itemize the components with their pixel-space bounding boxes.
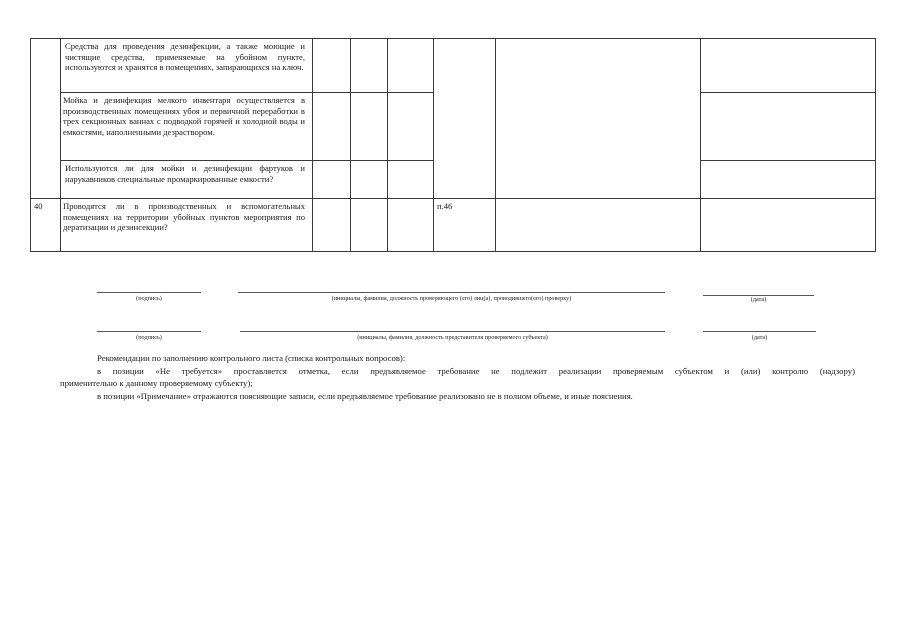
row-divider: [60, 160, 434, 161]
row-divider: [700, 92, 875, 93]
recommendation-item-continuation: применительно к данному проверяемому субъекту);: [60, 378, 253, 388]
row-reference: п.46: [437, 201, 453, 211]
date-caption: (дата): [750, 296, 767, 303]
checklist-table: [0, 0, 905, 260]
table-row-question: Средства для проведения дезинфекции, а также моющие и чистящие средства, применяемые на убойном пункте, используются и хранятся в помещениях, запирающихся на ключ.: [65, 41, 305, 73]
table-row-question: Используются ли для мойки и дезинфекции фартуков и нарукавников специальные промаркированные емкости?: [65, 163, 305, 184]
date-line: [703, 331, 816, 332]
col-divider: [700, 38, 701, 252]
col-divider: [875, 38, 876, 252]
row-divider: [30, 198, 875, 199]
col-divider: [495, 38, 496, 252]
col-divider: [60, 38, 61, 252]
name-caption: (инициалы, фамилия, должность проверяющего (его) лиц(а), проводившего(его) проверку): [331, 295, 572, 302]
row-divider: [60, 92, 434, 93]
row-number: 40: [34, 201, 43, 211]
name-line: [238, 292, 665, 293]
col-divider: [350, 38, 351, 252]
recommendation-item: в позиции «Примечание» отражаются поясняющие записи, если предъявляемое требование реализовано не в полном объеме, и иные пояснения.: [97, 391, 633, 401]
table-row-question: Проводятся ли в производственных и вспомогательных помещениях на территории убойных пунктов мероприятия по дератизации и дезинсекции?: [63, 201, 305, 233]
recommendations-title: Рекомендации по заполнению контрольного листа (списка контрольных вопросов):: [97, 353, 406, 363]
signature-caption: (подпись): [136, 295, 162, 302]
date-caption: (дата): [751, 334, 768, 341]
table-border-bottom: [30, 251, 875, 252]
recommendation-item: в позиции «Не требуется» проставляется отметка, если предъявляемое требование не подлежит реализации проверяемым субъектом и (или) контролю (надзору): [97, 366, 855, 376]
col-divider: [387, 38, 388, 252]
name-line: [240, 331, 665, 332]
signature-caption: (подпись): [136, 334, 162, 341]
col-divider: [433, 38, 434, 252]
table-row-question: Мойка и дезинфекция мелкого инвентаря осуществляется в производственных помещениях убоя и первичной переработки в трех секционных ваннах с подводкой горячей и холодной воды и емкостями, наполненными дезраствором.: [63, 95, 305, 137]
signature-line: [97, 292, 201, 293]
col-divider: [30, 38, 31, 252]
name-caption: (инициалы, фамилия, должность представителя проверяемого субъекта): [357, 334, 548, 341]
col-divider: [312, 38, 313, 252]
table-border-top: [30, 38, 875, 39]
row-divider: [700, 160, 875, 161]
signature-line: [97, 331, 201, 332]
